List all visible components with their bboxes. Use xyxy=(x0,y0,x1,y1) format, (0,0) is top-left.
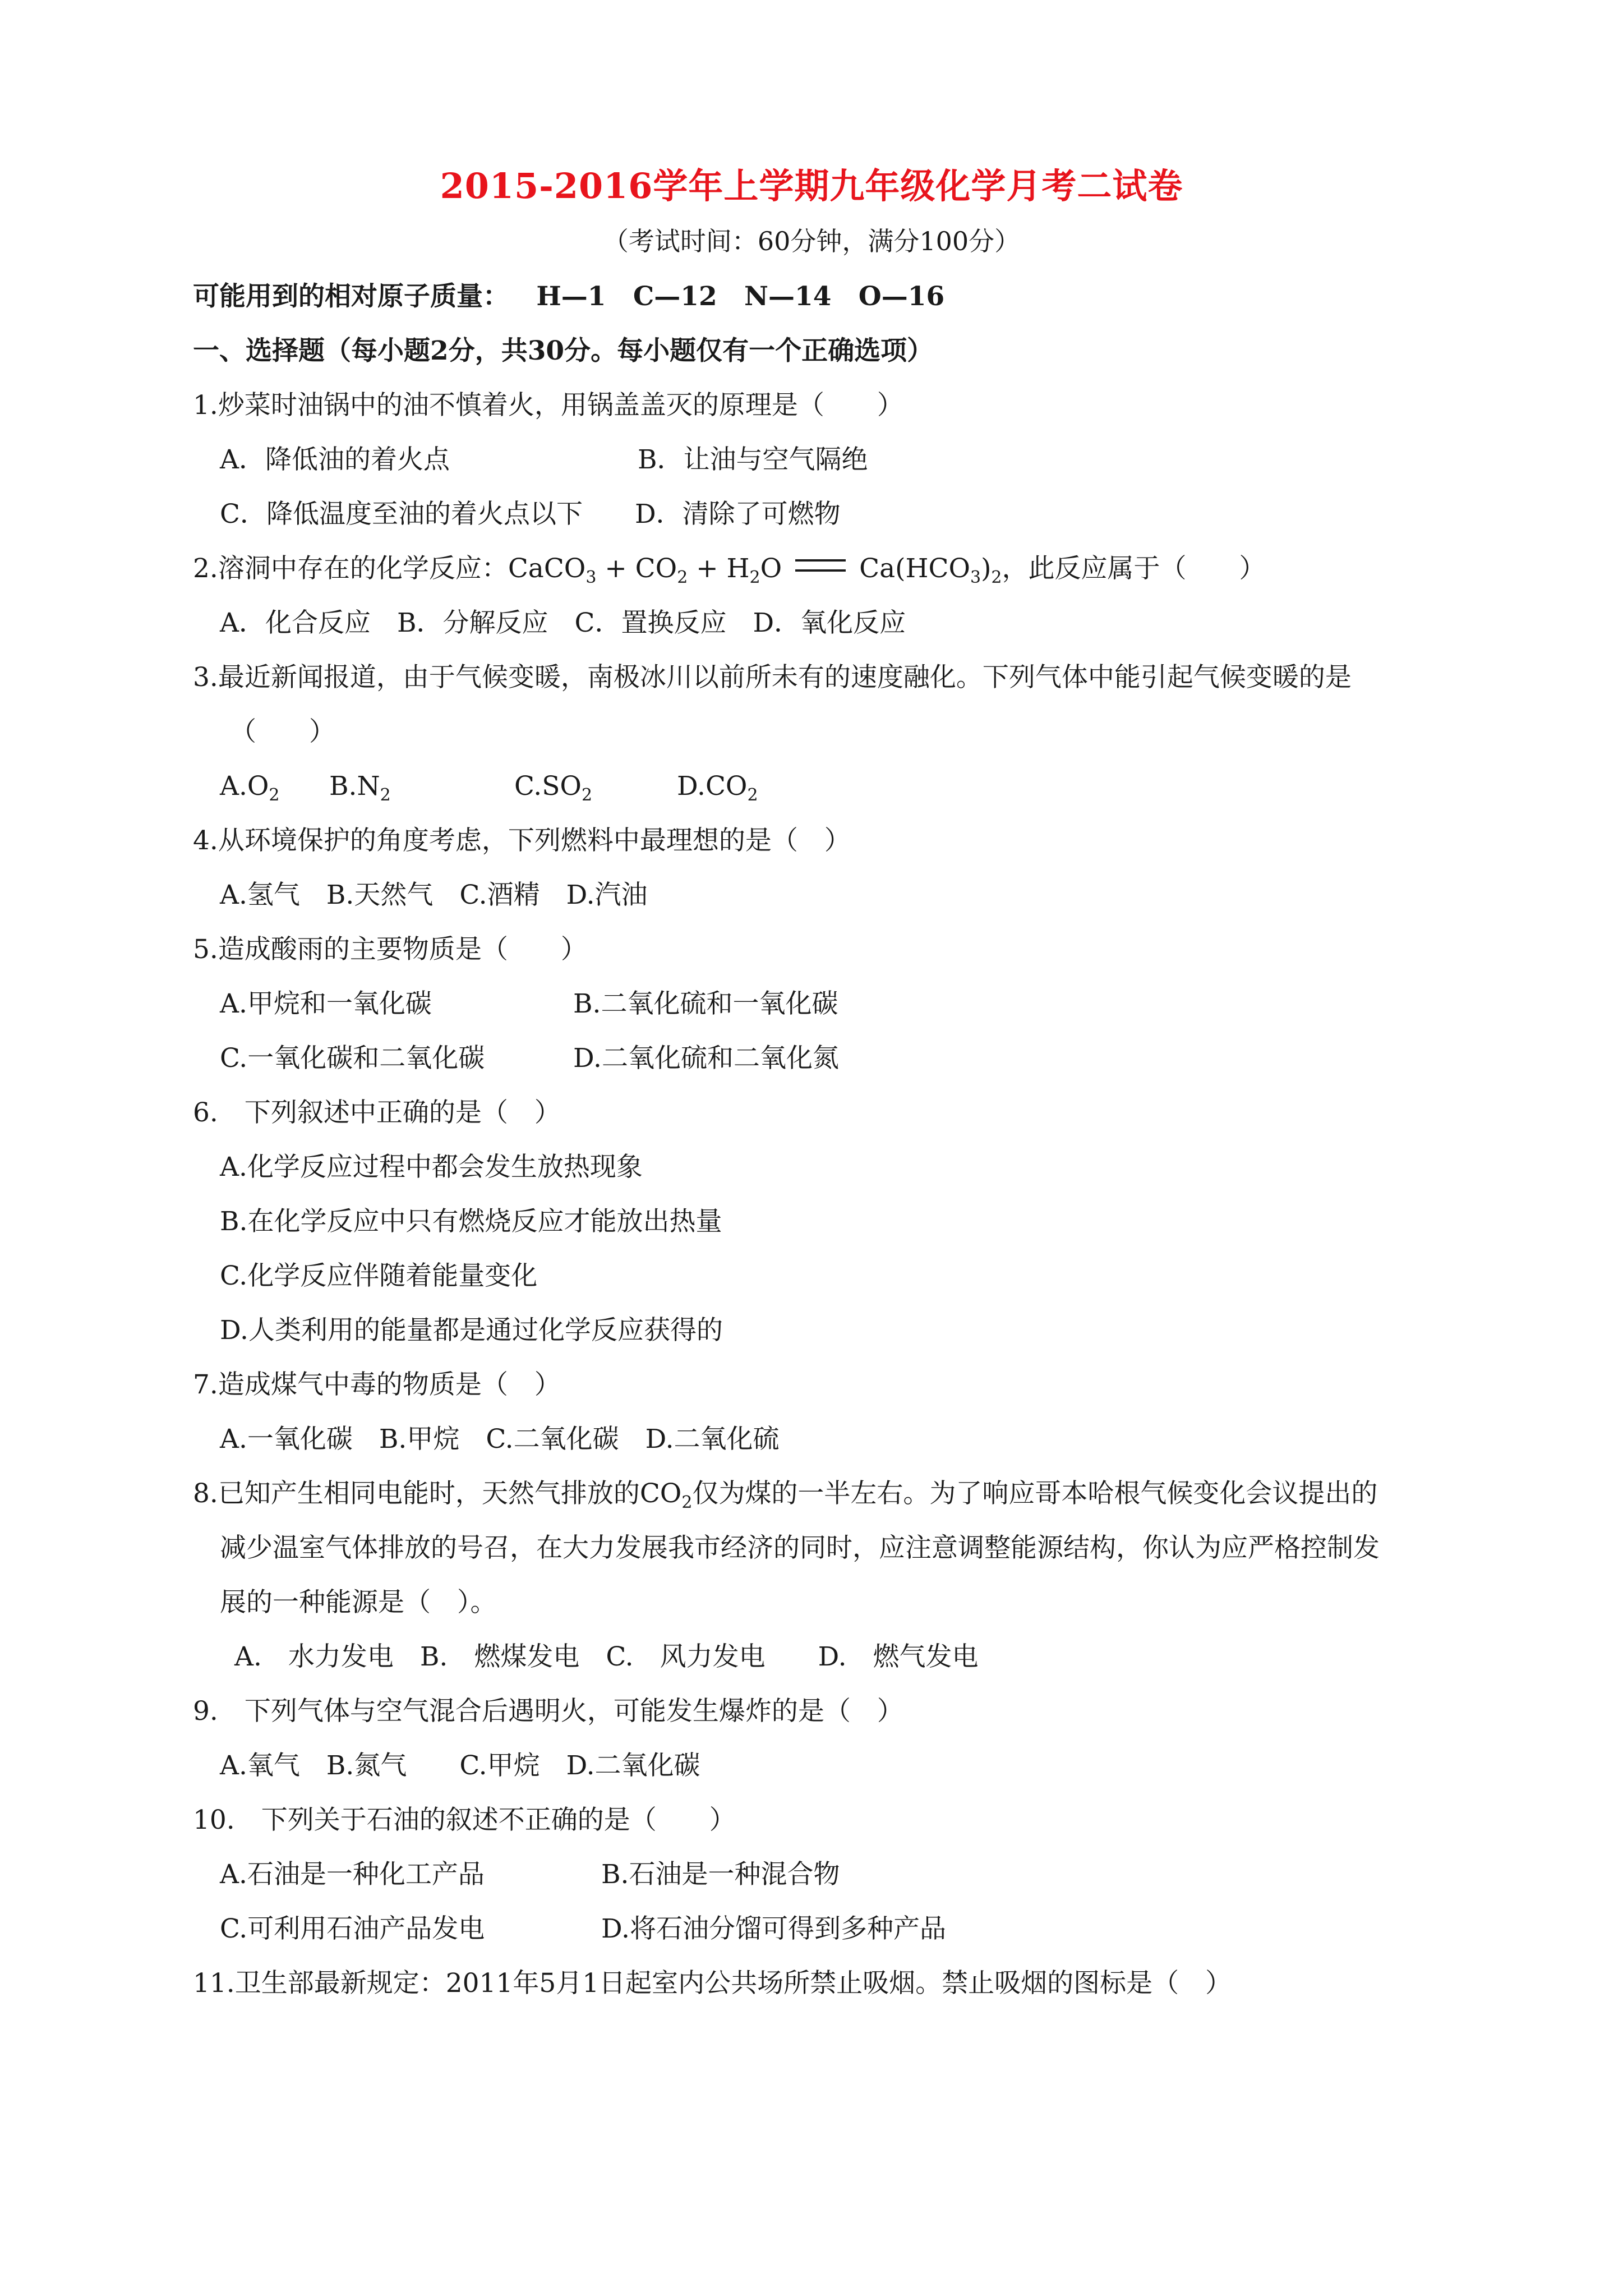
q6-option-d: D.人类利用的能量都是通过化学反应获得的 xyxy=(220,1315,723,1346)
atomic-mass-h: H—1 xyxy=(536,281,606,312)
q1-option-a: A．降低油的着火点 xyxy=(220,444,450,475)
q8-stem: 8.已知产生相同电能时，天然气排放的$CO_2$仅为煤的一半左右。为了响应哥本哈根气候变化会议提出的 xyxy=(193,1478,1378,1512)
q8-options: A. 水力发电 B. 燃煤发电 C. 风力发电 D. 燃气发电 xyxy=(234,1641,979,1672)
q1-option-d: D．清除了可燃物 xyxy=(635,499,841,530)
q10-option-d: D.将石油分馏可得到多种产品 xyxy=(601,1913,946,1944)
q6-option-a: A.化学反应过程中都会发生放热现象 xyxy=(220,1152,643,1182)
q10-option-c: C.可利用石油产品发电 xyxy=(220,1913,485,1944)
q6-option-c: C.化学反应伴随着能量变化 xyxy=(220,1260,538,1291)
q4-options: A.氢气 B.天然气 C.酒精 D.汽油 xyxy=(220,880,648,910)
atomic-mass-n: N—14 xyxy=(744,281,832,312)
section-heading: 一、选择题（每小题2分，共30分。每小题仅有一个正确选项） xyxy=(193,335,934,366)
q5-option-b: B.二氧化硫和一氧化碳 xyxy=(573,988,838,1019)
atomic-mass-label: 可能用到的相对原子质量： xyxy=(193,281,509,312)
q11-stem: 11.卫生部最新规定：2011年5月1日起室内公共场所禁止吸烟。禁止吸烟的图标是（ ） xyxy=(193,1968,1232,1999)
q4-stem: 4.从环境保护的角度考虑，下列燃料中最理想的是（ ） xyxy=(193,825,851,856)
q5-option-c: C.一氧化碳和二氧化碳 xyxy=(220,1043,485,1074)
q7-stem: 7.造成煤气中毒的物质是（ ） xyxy=(193,1369,561,1400)
q5-option-d: D.二氧化硫和二氧化氮 xyxy=(573,1043,839,1074)
q7-options: A.一氧化碳 B.甲烷 C.二氧化碳 D.二氧化硫 xyxy=(220,1424,780,1455)
q8-stem-line2: 减少温室气体排放的号召，在大力发展我市经济的同时，应注意调整能源结构，你认为应严格控制发 xyxy=(220,1533,1380,1563)
q1-option-b: B．让油与空气隔绝 xyxy=(638,444,868,475)
q2-stem-prefix: 2.溶洞中存在的化学反应： xyxy=(193,553,508,584)
q1-stem: 1.炒菜时油锅中的油不慎着火，用锅盖盖灭的原理是（ ） xyxy=(193,390,903,421)
q2-formula-left: CaCO$_3$ + $CO_2 + H_2O$ xyxy=(508,553,782,587)
equals-sign xyxy=(795,559,846,572)
q3-option-c: $C.SO_2$ xyxy=(514,771,593,805)
q3-option-b: $B.N_2$ xyxy=(329,771,391,805)
q2-stem xyxy=(193,549,1266,588)
atomic-mass-o: O—16 xyxy=(858,281,945,312)
exam-title: 2015-2016学年上学期九年级化学月考二试卷 xyxy=(440,165,1183,206)
atomic-mass-line xyxy=(193,277,962,316)
q5-option-a: A.甲烷和一氧化碳 xyxy=(220,988,432,1019)
q2-options: A．化合反应 B．分解反应 C．置换反应 D．氧化反应 xyxy=(220,608,906,638)
atomic-mass-c: C—12 xyxy=(633,281,717,312)
q9-options: A.氧气 B.氮气 C.甲烷 D.二氧化碳 xyxy=(220,1750,700,1781)
q2-stem-suffix: ，此反应属于（ ） xyxy=(1002,553,1266,584)
q6-stem: 6. 下列叙述中正确的是（ ） xyxy=(193,1097,561,1128)
q3-option-a: $A.O_2$ xyxy=(220,771,280,805)
q6-option-b: B.在化学反应中只有燃烧反应才能放出热量 xyxy=(220,1206,722,1237)
q1-option-c: C．降低温度至油的着火点以下 xyxy=(220,499,583,530)
q9-stem: 9. 下列气体与空气混合后遇明火，可能发生爆炸的是（ ） xyxy=(193,1696,903,1727)
q2-formula-right: $Ca(HCO_3)_2$ xyxy=(859,553,1002,587)
q3-option-d: $D.CO_2$ xyxy=(677,771,758,805)
q3-stem-cont: （ ） xyxy=(230,716,335,747)
q10-option-a: A.石油是一种化工产品 xyxy=(220,1859,485,1890)
q5-stem: 5.造成酸雨的主要物质是（ ） xyxy=(193,934,587,965)
q10-option-b: B.石油是一种混合物 xyxy=(601,1859,840,1890)
q10-stem: 10. 下列关于石油的叙述不正确的是（ ） xyxy=(193,1805,736,1835)
q3-stem: 3.最近新闻报道，由于气候变暖，南极冰川以前所未有的速度融化。下列气体中能引起气候变暖的是 xyxy=(193,662,1352,693)
q8-stem-line3: 展的一种能源是（ ）。 xyxy=(220,1587,497,1618)
exam-subtitle: （考试时间：60分钟，满分100分） xyxy=(602,226,1021,256)
